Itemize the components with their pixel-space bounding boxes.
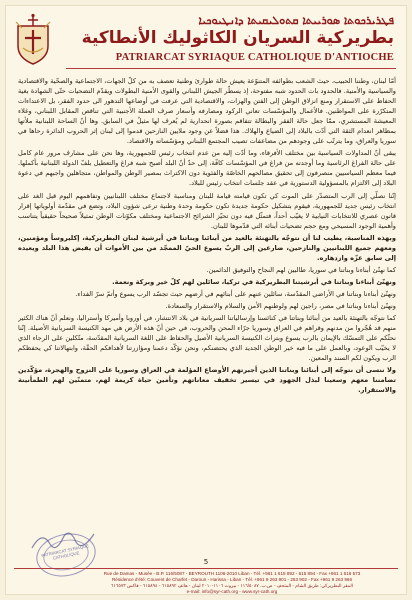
paragraph: أمّا لبنان، وطننا الحبيب، حيث الشعب بطوائفه المتنوّعة يعيش حالة طوارئ وطنية تعصف به من كلّ الجهات، الاجتماعية والصحّية والاقتصادية والسياسية والأمنية. فالحدود بات الحدود شبه مفتوحة، إذ يسطّر الجيش اللبناني والقوى الأمنية البطولات ويقدّم التضحيات حتّى الشهادة بغية الحفاظ على الاستقرار ومنع انزلاق الوطن إلى الفتن والهزات، والاقتصادية التي عرفت في أوضاعها التدهور الى حدود الفقر، بل الاعتداءات المتكرّرة على المواطنين. فالأعمال والمؤسّسات تعاني الركود ومصارفه وأسعار صرف العملة الأجنبية التي تناقص المقابل اللبناني، وغلاء المعيشة المستشري، ممّا جعل حالة الفقر والبطالة تتفاقم بصورة انحدارية لم يُعرف لها مثيلٌ في السابق. وها أنّ الساحة اللبنانية ملأتها بمظاهر انعدام الثقة التي أدّت بالبلاد إلى الضياع والهلاك. هذا فضلاً عن وجود ملايين النازحين قدموا إلى لبنان إثر الحروب الدائرة رحاها في سوريا والعراق، وما يترتّب على وجودهم من مضاعفات تصيب المجتمع اللبناني ومؤسّساته والاقتصاد. (18, 77, 396, 146)
paragraph-bold: ولا ننسى أن نتوجّه إلى أبنائنا وبناتنا الذين أجبرتهم الأوضاع المؤلمة في العراق وسوريا على النزوح والهجرة، مؤكّدين تضامننا معهم وسعينا لبذل الجهود في تيسير تخفيف معاناتهم وتأمين حياة كريمة لهم، متمنّين لهم الطمأنينة والاستقرار. (18, 366, 396, 395)
header-divider (66, 68, 396, 69)
paragraph: ونهنّئ أبناءنا وبناتنا في مصر، راجين لهم ولوطنهم الأمن والسلام والاستقرار والسعادة. (165, 301, 396, 310)
footer-address-arabic: المقر البطريركي: طريق الشام - المتحف - ص.ب. ١١٦/٥٠٨٧ - بيروت ١١٠٦-٢٠١٠ لبنان - هاتف ٦١٥٨٩٢ - ٦١٥٨٩٤ - فاكس ٦١٦٥٧٣ (110, 583, 354, 588)
page-number: 5 (203, 558, 209, 566)
syriac-title: ܦܛܪܝܪܟܘܬܐ ܣܘܪܝܝܬܐ ܩܬܘܠܝܩܝܬܐ ܕܐܢܛܝܘܟܝܐ (198, 14, 394, 27)
paragraph-bold: ونهنّئ أبناءنا وبناتنا في أبرشيتنا البطريركية في تركيا، سائلين لهم كلّ خير وبركة ونعمة. (112, 277, 396, 286)
letter-page (6, 6, 406, 594)
letterhead (6, 6, 406, 76)
french-title: PATRIARCAT SYRIAQUE CATHOLIQUE D'ANTIOCHE (115, 52, 394, 63)
paragraph: إنّنا نصلّي إلى الرب المتصدّر على الموت كي تكون قيامته قيامة للبنان ومناسبة لاجتماع مختلف اللبنانيين وتفاهمهم اليوم قبل الغد على انتخاب رئيس جديد للجمهورية، فيقوم بتشكيل حكومة جديدة تكون حكومة وحدة وطنية ترعى شؤون البلاد، وتضع في مقدّمة أولوياتها إقرار قانون عصري للانتخابات النيابية لا يغيّب أحداً، فتمثّل فيه دون تحيّز الشرائح الاجتماعية ومختلف مكوّنات الوطن تمثيلاً صحيحاً حقيقياً يتناسب وأهمية الوجود المسيحي ومع حجم تضحيات أبنائه التي قدّموها للبنان. (18, 191, 396, 230)
arabic-title: بطريركية السريان الكاثوليك الأنطاكية (81, 28, 394, 48)
letter-body (18, 76, 396, 556)
paragraph: كما نهنّئ أبناءنا وبناتنا في سوريا، طالبين لهم النجاح والتوفيق الدائمين. (206, 265, 396, 274)
footer-contact: e-mail: info@syr-cath.org - www.syr-cath.org (186, 589, 278, 594)
letterhead-footer (6, 566, 406, 594)
paragraph: يبقى أنّ المداولات السياسية بين مختلف الأفرقاء، وما أدّت إليه من عدم انتخاب رئيس للجمهورية، وها نحن على مشارف مرور عام كامل على حالة الفراغ الرئاسية وما أوجدته من فراغ في المؤسّسات كافّة، إلى حدّ أنّ البلد أصبح شبه فراغ والتعطيل بلفّ الدولة اللبنانية بأكملها. فيما معظم السياسيين منصرفون إلى تحقيق مصالحهم الخاصّة والفئوية دون الاكتراث بمصير الوطن والمواطن، متجاهلين واجبهم في دعوة البلاد إلى الالتزام بالمسؤولية الدستورية في عقد جلسات انتخاب رئيس للبلاد. (18, 149, 396, 188)
paragraph: ونهنّئ أبناءنا وبناتنا في الأراضي المقدّسة، سائلين عنهم على أبنائهم في أرضهم حيث تجسّد الرب يسوع وأتمّ سرّ الفداء. (75, 289, 396, 298)
footer-divider (14, 568, 398, 569)
paragraph-bold: وبهذه المناسبة، يطيب لنا أن نتوجّه بالتهنئة بالعيد من أبنائنا وبناتنا في أبرشية لبنان البطريركية، إكليروساً ومؤمنين، ومعهم جميع اللبنانيين والنازحين، ضارعين إلى الربّ يسوع الحيّ الممجّد من بين الأموات أن يفيض هذا البلد ويعيده إلى سابق عزّه وازدهاره. (18, 233, 396, 262)
stamp-text: PATRIARCAT SYRIAQUE CATHOLIQUE (40, 543, 90, 561)
footer-address-beirut: Rue de Damas - Musée - B.P. 116/5087 - BEYROUTH 1106-2010 Liban - Tél. +961 1 615 892 - 615 894 - Fax +961 1 616 573 (103, 571, 361, 576)
footer-address-summer: Résidence d'été: Couvent de Charfet - Daroun - Harissa - Liban - Tél. +961 9 263 901 - 263 902 - Fax +961 9 263 966 (111, 577, 353, 582)
patriarchal-coat-of-arms-icon (12, 12, 54, 68)
paragraph: كما نتوجّه بالتهنئة بالعيد من أبنائنا وبناتنا في كنائسنا وإرسالياتنا السريانية في بلاد الانتشار، في أوروبا وأميركا وأستراليا، ونعلم أنّ هناك الكثير منهم قد هُجّروا من مدنهم وقراهم في العراق وسوريا جرّاء المحن والحروب، في حين أنّ هذه الأرض هي مهد الكنيسة السريانية الأصيلة. إنّنا نحثّكم على التمسّك بالإيمان بالرب يسوع وبتراث الكنيسة السريانية الأصيل والحفاظ على اللغة السريانية المقدّسة، متّكلين على الرجاء الذي لا يخيّب الوعود، وبالعمل على ما فيه خير الوطن الجديد الذي يحتضنكم، ونحن نؤكّد دعمنا ومؤازرتنا لأهدافكم الحقّة، وابتهالاتنا كي يحفظكم الرب ويكون لكم السند والمعين. (18, 314, 396, 363)
